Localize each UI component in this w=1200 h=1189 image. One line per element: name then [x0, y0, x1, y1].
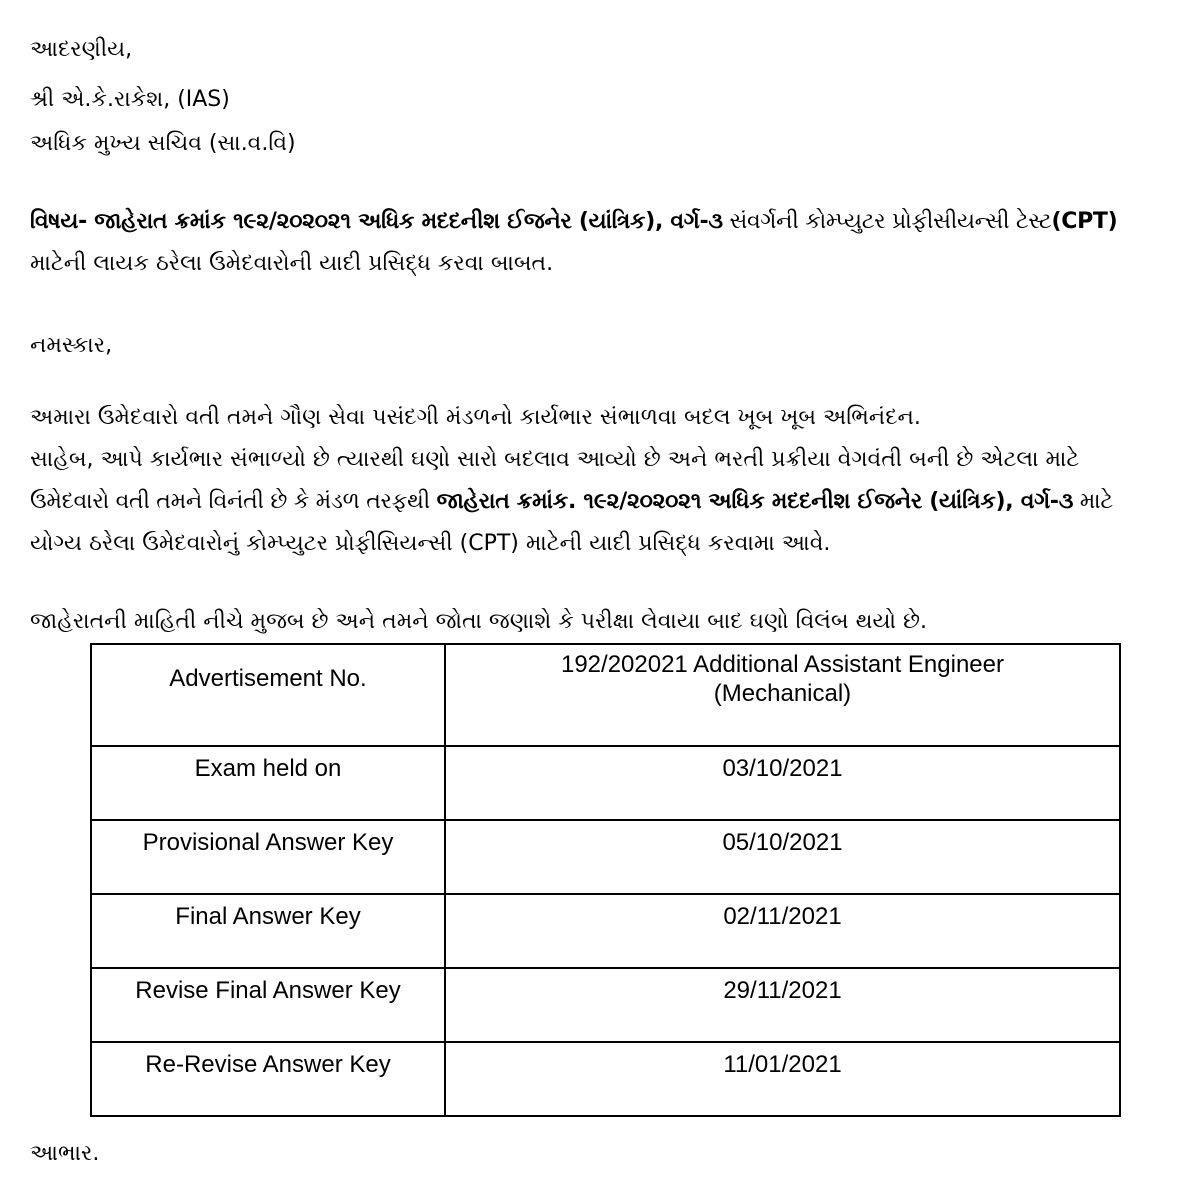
table-cell-label: Final Answer Key — [91, 894, 445, 968]
body-paragraph-4: યોગ્ય ઠરેલા ઉમેદવારોનું કોમ્પ્યુટર પ્રોફીસિયન્સી (CPT) માટેની યાદી પ્રસિદ્ધ કરવામા આવે. — [30, 531, 831, 556]
subject-bold-end: (CPT) — [1051, 209, 1118, 234]
table-cell-value: 03/10/2021 — [445, 746, 1120, 820]
subject-text: સંવર્ગની કોમ્પ્યુટર પ્રોફીસીયન્સી ટેસ્ટ — [722, 209, 1052, 234]
table-cell-label: Re-Revise Answer Key — [91, 1042, 445, 1116]
table-cell-value-line: (Mechanical) — [713, 679, 852, 707]
table-cell-label: Provisional Answer Key — [91, 820, 445, 894]
table-cell-value: 02/11/2021 — [445, 894, 1120, 968]
salutation-honorific: આદરણીય, — [30, 37, 133, 62]
body-p3-end: માટે — [1073, 489, 1113, 514]
body-p3-start: ઉમેદવારો વતી તમને વિનંતી છે કે મંડળ તરફથી — [30, 489, 437, 514]
table-cell-value: 11/01/2021 — [445, 1042, 1120, 1116]
subject-bold: વિષય- જાહેરાત ક્રમાંક ૧૯૨/૨૦૨૦૨૧ અધિક મદદનીશ ઈજનેર (યાંત્રિક), વર્ગ-૩ — [30, 209, 723, 234]
table-row — [91, 820, 1120, 894]
subject-line — [30, 208, 1117, 236]
table-cell-value: 05/10/2021 — [445, 820, 1120, 894]
body-paragraph-1: અમારા ઉમેદવારો વતી તમને ગૌણ સેવા પસંદગી મંડળનો કાર્યભાર સંભાળવા બદલ ખૂબ ખૂબ અભિનંદન. — [30, 405, 921, 430]
body-p3-bold: જાહેરાત ક્રમાંક. ૧૯૨/૨૦૨૦૨૧ અધિક મદદનીશ ઈજનેર (યાંત્રિક), વર્ગ-૩ — [436, 489, 1074, 514]
body-paragraph-2: સાહેબ, આપે કાર્યભાર સંભાળ્યો છે ત્યારથી ઘણો સારો બદલાવ આવ્યો છે અને ભરતી પ્રક્રીયા વેગવંતી બની છે એટલા માટે — [30, 447, 1080, 472]
table-row — [91, 1042, 1120, 1116]
table-row — [91, 644, 1120, 746]
table-cell-label: Exam held on — [91, 746, 445, 820]
closing: આભાર. — [30, 1141, 100, 1166]
advertisement-info-table — [90, 643, 1121, 1117]
recipient-name: શ્રી એ.કે.રાકેશ, (IAS) — [30, 87, 230, 112]
table-row — [91, 894, 1120, 968]
table-cell-value: 29/11/2021 — [445, 968, 1120, 1042]
table-row — [91, 746, 1120, 820]
subject-line-2: માટેની લાયક ઠરેલા ઉમેદવારોની યાદી પ્રસિદ્ધ કરવા બાબત. — [30, 251, 554, 276]
table-cell-label: Revise Final Answer Key — [91, 968, 445, 1042]
table-cell-value-line: 192/202021 Additional Assistant Engineer — [560, 651, 1004, 678]
table-cell-label: Advertisement No. — [91, 644, 445, 746]
recipient-designation: અધિક મુખ્ય સચિવ (સા.વ.વિ) — [30, 131, 296, 156]
body-paragraph-5: જાહેરાતની માહિતી નીચે મુજબ છે અને તમને જોતા જણાશે કે પરીક્ષા લેવાયા બાદ ઘણો વિલંબ થયો છે. — [30, 609, 927, 634]
table-cell-value — [445, 644, 1120, 746]
body-paragraph-3 — [30, 488, 1113, 516]
table-row — [91, 968, 1120, 1042]
greeting: નમસ્કાર, — [30, 333, 113, 358]
